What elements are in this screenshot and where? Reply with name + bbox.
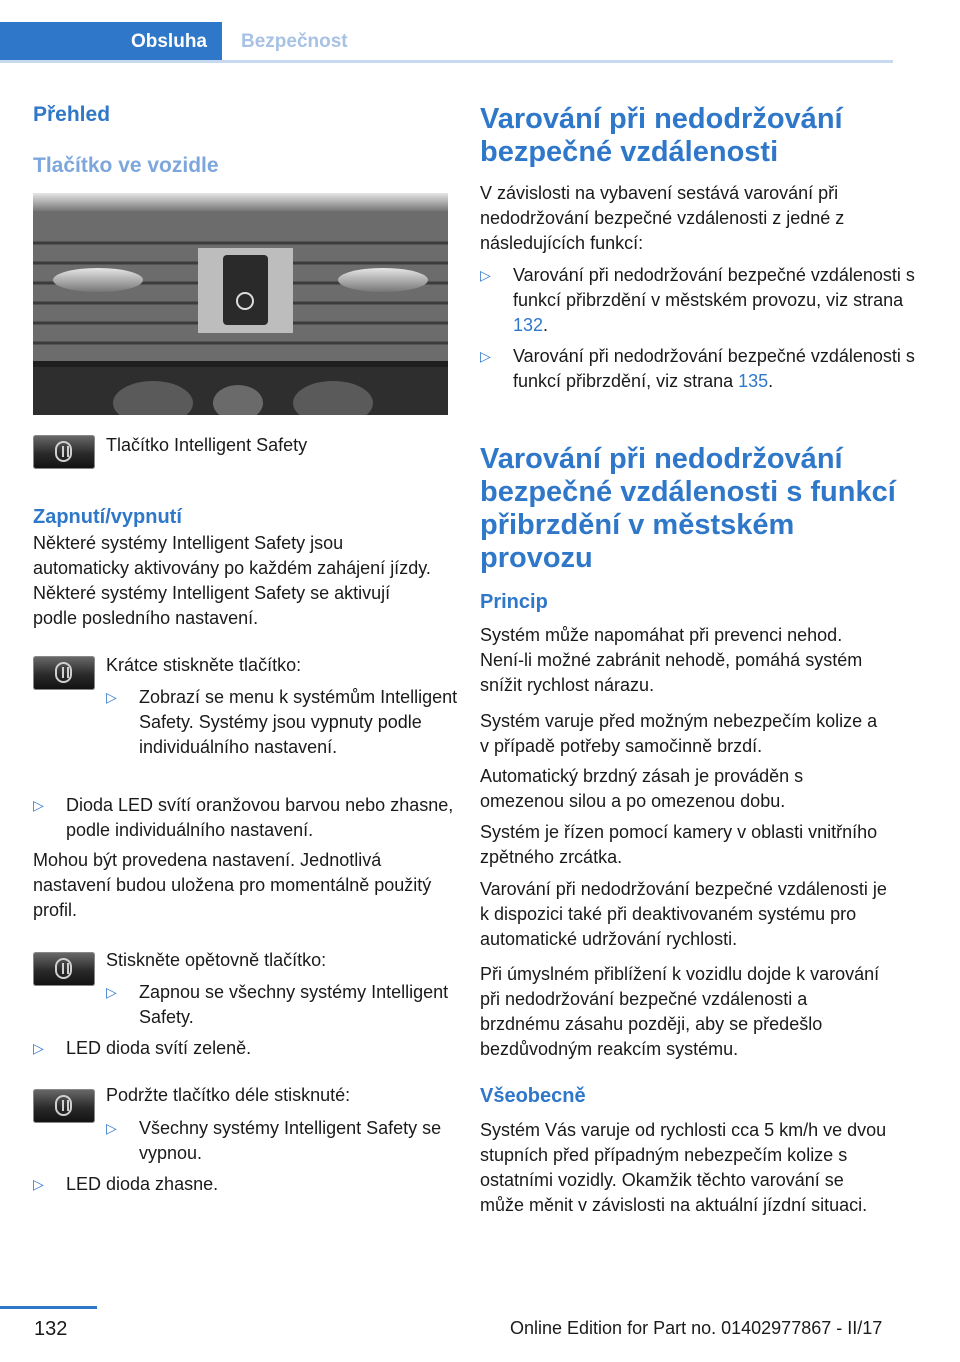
section-heading-overview: Přehled: [33, 103, 111, 126]
page-link-135[interactable]: 135: [738, 371, 769, 391]
section-title-general: Všeobecně: [480, 1085, 586, 1107]
intelligent-safety-button-icon: [33, 656, 95, 690]
bullet-text: Všechny systémy Intelligent Safety se vypnou.: [139, 1118, 442, 1163]
triangle-bullet-icon: ▷: [33, 1176, 44, 1192]
list-item: ▷ Varování při nedodržování bezpečné vzdálenosti s funkcí přibrzdění v městském provozu, viz strana 132.: [480, 265, 915, 335]
triangle-bullet-icon: ▷: [106, 689, 117, 705]
bullet-text: Varování při nedodržování bezpečné vzdálenosti s funkcí přibrzdění, viz strana: [513, 346, 915, 391]
edition-note: Online Edition for Part no. 01402977867 - II/17: [510, 1318, 883, 1338]
paragraph: Varování při nedodržování bezpečné vzdálenosti je k dispozici také při deaktivovaném systému pro automatické udržování rychlosti.: [480, 879, 887, 949]
triangle-bullet-icon: ▷: [480, 267, 491, 283]
tab-obsluha[interactable]: Obsluha: [0, 22, 222, 62]
section-title-principle: Princip: [480, 591, 548, 613]
subheading-button: Tlačítko ve vozidle: [33, 154, 219, 177]
list-item: [106, 1116, 464, 1166]
bullet-text: Dioda LED svítí oranžovou barvou nebo zhasne, podle individuálního nastavení.: [66, 795, 454, 840]
intelligent-safety-button-icon: [33, 1089, 95, 1123]
section-title-on-off: Zapnutí/vypnutí: [33, 506, 182, 528]
intelligent-safety-button-icon: [33, 952, 95, 986]
paragraph: Systém může napomáhat při prevenci nehod. Není-li možné zabránit nehodě, pomáhá systém snížit rychlost nárazu.: [480, 625, 863, 695]
press-again-text: Stiskněte opětovně tlačítko:: [106, 950, 327, 970]
triangle-bullet-icon: ▷: [106, 1120, 117, 1136]
paragraph: Systém varuje před možným nebezpečím kolize a v případě potřeby samočinně brzdí.: [480, 711, 878, 756]
paragraph: Při úmyslném přiblížení k vozidlu dojde k varování při nedodržování bezpečné vzdálenosti a brzdnému zásahu později, aby se předešlo bezdůvodným reakcím systému.: [480, 964, 880, 1059]
dashboard-illustration: [33, 193, 448, 415]
list-item: ▷ Varování při nedodržování bezpečné vzdálenosti s funkcí přibrzdění, viz strana 135.: [480, 346, 915, 391]
short-press-text: Krátce stiskněte tlačítko:: [106, 655, 302, 675]
button-caption: Tlačítko Intelligent Safety: [106, 435, 308, 455]
bullet-text: Zapnou se všechny systémy Intelligent Safety.: [139, 982, 449, 1027]
list-item: [106, 980, 479, 1030]
triangle-bullet-icon: ▷: [33, 797, 44, 813]
footer-rule: [0, 1306, 97, 1309]
bullet-text: LED dioda svítí zeleně.: [66, 1038, 252, 1058]
hold-text: Podržte tlačítko déle stisknuté:: [106, 1085, 351, 1105]
list-item: [106, 685, 474, 760]
intelligent-safety-button-icon: [33, 435, 95, 469]
bullet-text: LED dioda zhasne.: [66, 1174, 219, 1194]
settings-note: Mohou být provedena nastavení. Jednotlivá nastavení budou uložena pro momentálně použitý profil.: [33, 850, 432, 920]
list-item: [33, 1036, 471, 1061]
paragraph: Systém Vás varuje od rychlosti cca 5 km/h ve dvou stupních před případným nebezpečím kolize s ostatními vozidly. Okamžik těchto varování se může měnit v závislosti na aktuální jízdní situaci.: [480, 1120, 887, 1215]
page-number: 132: [34, 1318, 68, 1340]
paragraph: Systém je řízen pomocí kamery v oblasti vnitřního zpětného zrcátka.: [480, 822, 878, 867]
tab-bar: [0, 22, 893, 62]
title-distance-warning: Varování při nedodržování bezpečné vzdálenosti: [480, 103, 843, 168]
bullet-text: Varování při nedodržování bezpečné vzdálenosti s funkcí přibrzdění v městském provozu, viz strana: [513, 265, 915, 310]
tab-bezpecnost[interactable]: Bezpečnost: [222, 22, 893, 62]
title-city-braking: Varování při nedodržování bezpečné vzdálenosti s funkcí přibrzdění v městském provozu: [480, 443, 896, 574]
intro-paragraph: Některé systémy Intelligent Safety jsou automaticky aktivovány po každém zahájení jízdy. Některé systémy Intelligent Safety se aktivují podle posledního nastavení.: [33, 533, 431, 628]
bullet-text: Zobrazí se menu k systémům Intelligent Safety. Systémy jsou vypnuty podle individuálního nastavení.: [139, 687, 458, 757]
triangle-bullet-icon: ▷: [33, 1040, 44, 1056]
page-link-132[interactable]: 132: [513, 315, 544, 335]
intro-paragraph-right: V závislosti na vybavení sestává varování při nedodržování bezpečné vzdálenosti z jedné z následujících funkcí:: [480, 183, 845, 253]
triangle-bullet-icon: ▷: [480, 348, 491, 364]
tab-underline: [0, 60, 893, 63]
list-item: [33, 1172, 471, 1197]
paragraph: Automatický brzdný zásah je prováděn s omezenou silou a po omezenou dobu.: [480, 766, 804, 811]
dashboard-photo: [33, 193, 448, 415]
list-item: [33, 793, 471, 843]
triangle-bullet-icon: ▷: [106, 984, 117, 1000]
